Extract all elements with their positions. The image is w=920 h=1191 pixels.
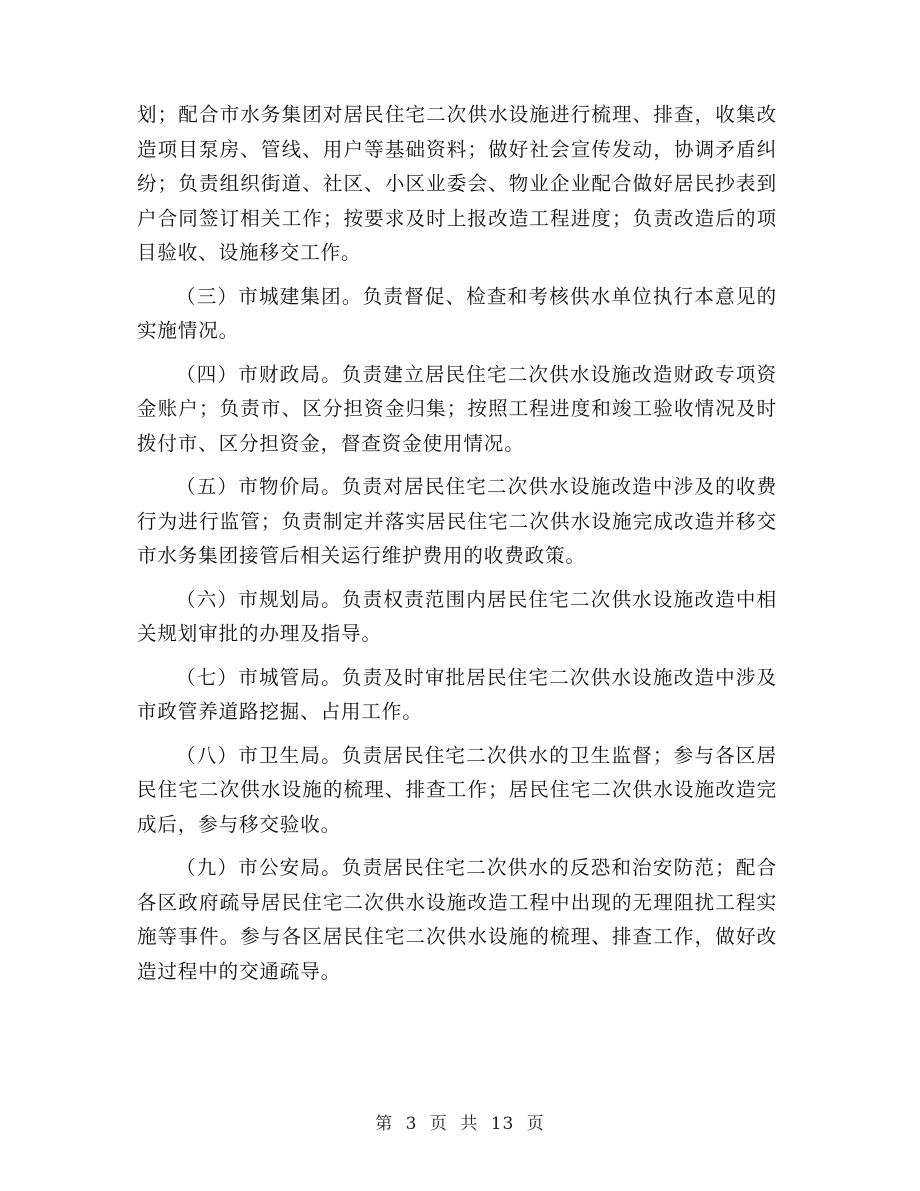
paragraph-item-5: （五）市物价局。负责对居民住宅二次供水设施改造中涉及的收费行为进行监管；负责制定并落实居民住宅二次供水设施完成改造并移交市水务集团接管后相关运行维护费用的收费政策。 xyxy=(137,475,777,567)
footer-total-prefix: 共 xyxy=(460,1114,479,1134)
paragraph-item-6: （六）市规划局。负责权责范围内居民住宅二次供水设施改造中相关规划审批的办理及指导。 xyxy=(137,587,777,645)
footer-total-pages: 13 xyxy=(490,1114,515,1134)
paragraph-item-8: （八）市卫生局。负责居民住宅二次供水的卫生监督；参与各区居民住宅二次供水设施的梳理、排查工作；居民住宅二次供水设施改造完成后，参与移交验收。 xyxy=(137,743,777,836)
footer-prefix: 第 xyxy=(375,1114,394,1134)
paragraph-item-9: （九）市公安局。负责居民住宅二次供水的反恐和治安防范；配合各区政府疏导居民住宅二次供水设施改造工程中出现的无理阻扰工程实施等事件。参与各区居民住宅二次供水设施的梳理、排查工作，做好改造过程中的交通疏导。 xyxy=(137,856,777,983)
footer-page-word: 页 xyxy=(429,1114,448,1134)
paragraph-continuation: 划；配合市水务集团对居民住宅二次供水设施进行梳理、排查，收集改造项目泵房、管线、用户等基础资料；做好社会宣传发动，协调矛盾纠纷；负责组织街道、社区、小区业委会、物业企业配合做好居民抄表到户合同签订相关工作；按要求及时上报改造工程进度；负责改造后的项目验收、设施移交工作。 xyxy=(137,103,777,264)
paragraph-item-7: （七）市城管局。负责及时审批居民住宅二次供水设施改造中涉及市政管养道路挖掘、占用工作。 xyxy=(137,665,777,723)
footer-current-page: 3 xyxy=(405,1114,418,1134)
paragraph-item-4: （四）市财政局。负责建立居民住宅二次供水设施改造财政专项资金账户；负责市、区分担资金归集；按照工程进度和竣工验收情况及时拨付市、区分担资金，督查资金使用情况。 xyxy=(137,362,777,455)
footer-suffix: 页 xyxy=(526,1114,545,1134)
page-footer xyxy=(0,1109,920,1134)
document-body xyxy=(137,98,777,998)
paragraph-item-3: （三）市城建集团。负责督促、检查和考核供水单位执行本意见的实施情况。 xyxy=(137,284,777,342)
